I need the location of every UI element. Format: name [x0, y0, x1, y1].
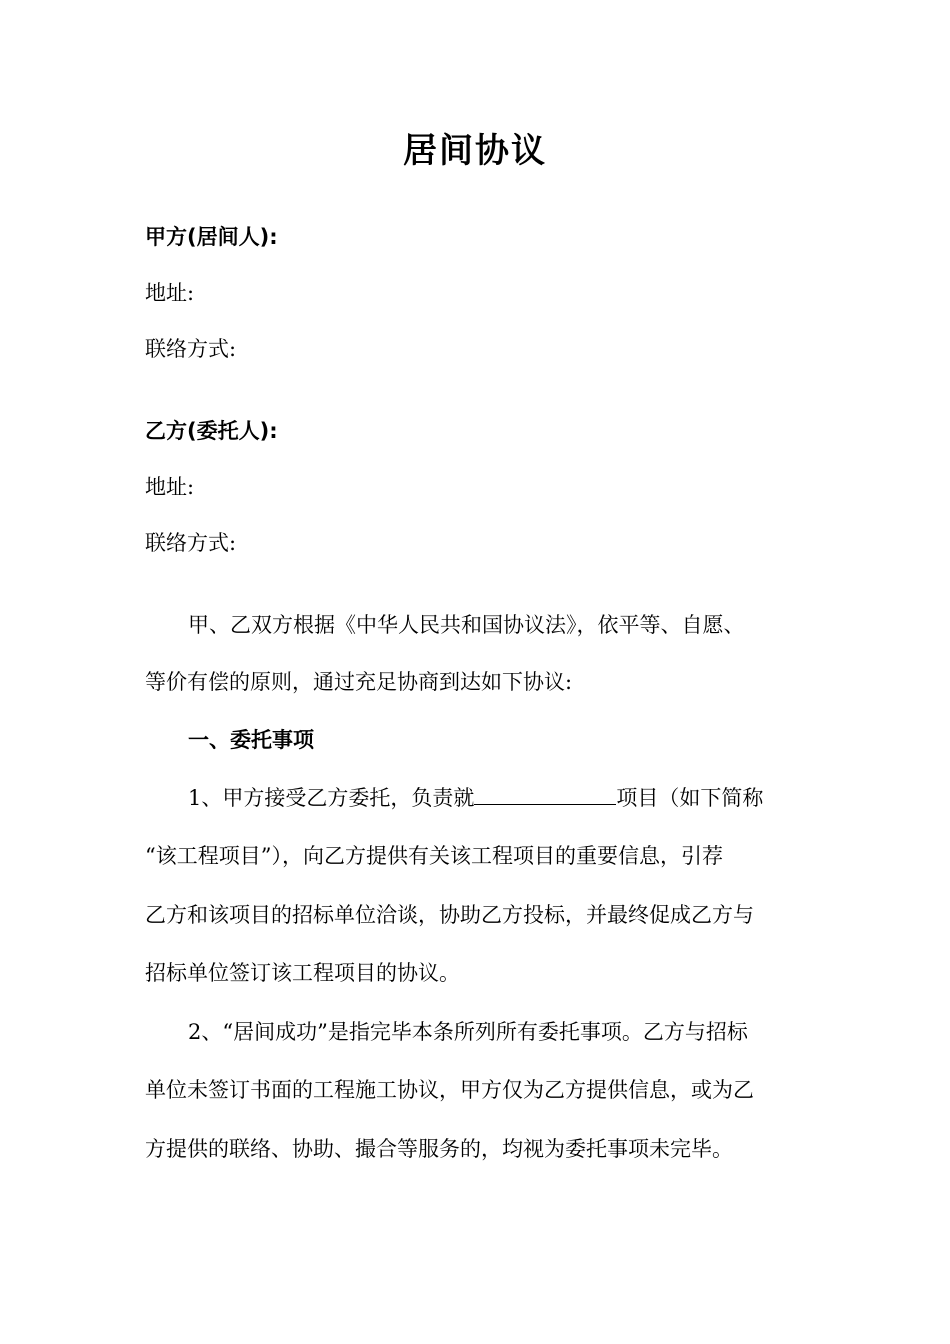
clause1-line-1-before: 1、甲方接受乙方委托，负责就	[188, 786, 475, 810]
clause2-line-1: 2、“居间成功”是指完毕本条所列所有委托事项。乙方与招标	[188, 1020, 748, 1044]
clause1-line-1	[188, 783, 763, 813]
clause2-line-2: 单位未签订书面的工程施工协议，甲方仅为乙方提供信息，或为乙	[145, 1078, 754, 1102]
intro-line-1: 甲、乙双方根据《中华人民共和国协议法》，依平等、自愿、	[188, 613, 745, 637]
party-a-address: 地址:	[145, 281, 195, 305]
section1-heading: 一、委托事项	[188, 728, 314, 752]
clause1-line-3: 乙方和该项目的招标单位洽谈，协助乙方投标，并最终促成乙方与	[145, 903, 754, 927]
party-b-contact: 联络方式:	[145, 531, 237, 555]
party-b-heading: 乙方(委托人):	[145, 419, 278, 443]
project-name-blank	[474, 784, 616, 805]
document-title: 居间协议	[403, 131, 547, 171]
clause1-line-4: 招标单位签订该工程项目的协议。	[145, 961, 460, 985]
party-a-heading: 甲方(居间人):	[145, 225, 278, 249]
clause2-line-3: 方提供的联络、协助、撮合等服务的，均视为委托事项未完毕。	[145, 1137, 733, 1161]
clause1-line-1-after: 项目（如下简称	[616, 786, 764, 810]
party-a-contact: 联络方式:	[145, 337, 237, 361]
intro-line-2: 等价有偿的原则，通过充足协商到达如下协议:	[145, 670, 573, 694]
clause1-line-2: “该工程项目”），向乙方提供有关该工程项目的重要信息，引荐	[145, 844, 723, 868]
party-b-address: 地址:	[145, 475, 195, 499]
